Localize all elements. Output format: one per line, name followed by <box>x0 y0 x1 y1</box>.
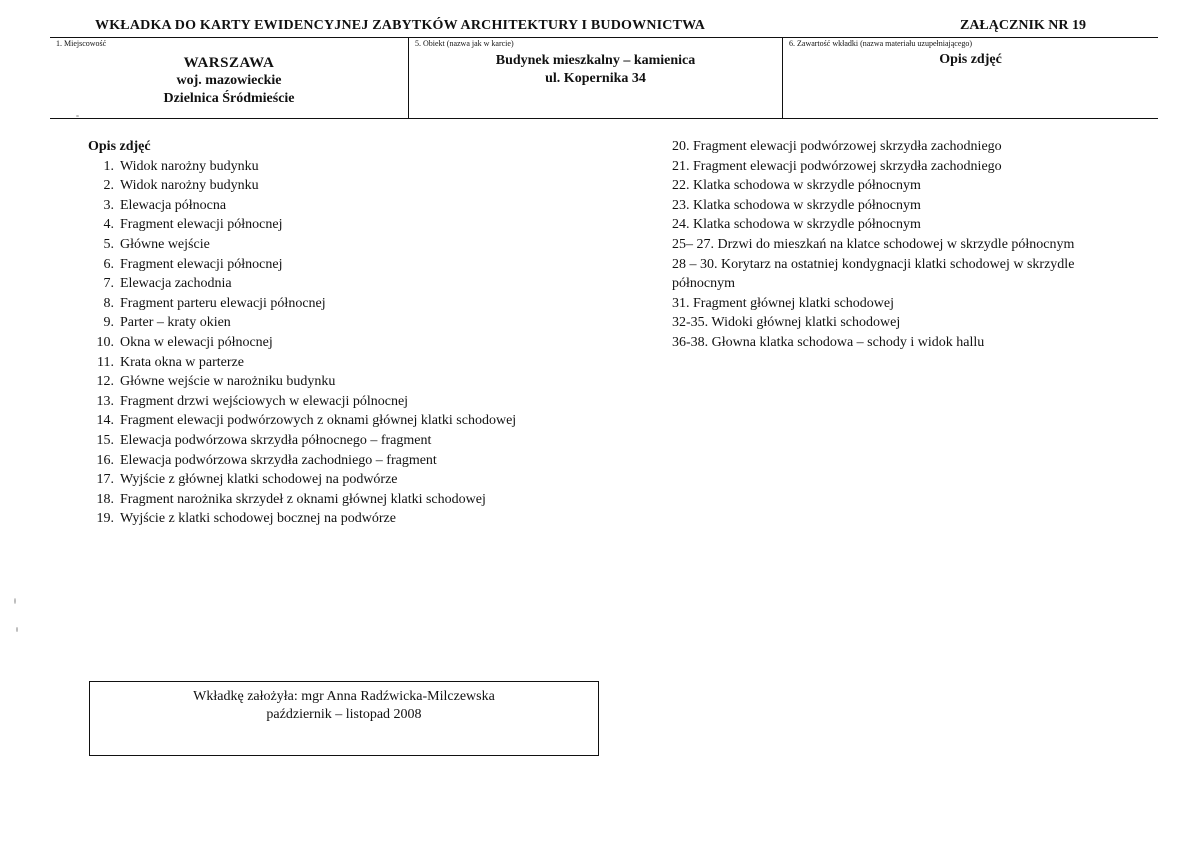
photo-list-left <box>88 137 568 529</box>
list-item <box>88 313 568 333</box>
item-text: Elewacja podwórzowa skrzydła północnego – fragment <box>120 432 432 448</box>
item-text: Elewacja podwórzowa skrzydła zachodniego – fragment <box>120 452 437 468</box>
item-number: 2. <box>103 178 114 194</box>
author-line: Wkładkę założyła: mgr Anna Radźwicka-Milczewska <box>193 689 495 704</box>
list-item <box>88 509 568 529</box>
list-item <box>88 470 568 490</box>
item-number: 5. <box>103 236 114 252</box>
list-item <box>88 255 568 275</box>
item-number: 4. <box>103 217 114 233</box>
list-item: 24. Klatka schodowa w skrzydle północnym <box>672 217 921 233</box>
item-number: 13. <box>96 393 114 409</box>
photo-list-right <box>672 137 1112 353</box>
item-number: 9. <box>103 315 114 331</box>
annex-number: ZAŁĄCZNIK NR 19 <box>959 18 1086 33</box>
list-item <box>88 196 568 216</box>
list-item <box>88 294 568 314</box>
document-title: WKŁADKA DO KARTY EWIDENCYJNEJ ZABYTKÓW ARCHITEKTURY I BUDOWNICTWA <box>95 18 706 33</box>
item-text: Elewacja północna <box>120 197 227 213</box>
item-number: 19. <box>96 511 114 527</box>
item-text: Fragment parteru elewacji północnej <box>120 295 326 311</box>
list-item <box>88 353 568 373</box>
location-value <box>50 54 408 108</box>
city-name: WARSZAWA <box>183 55 275 71</box>
item-number: 1. <box>103 158 114 174</box>
list-item <box>88 372 568 392</box>
item-text: Fragment elewacji podwórzowych z oknami głównej klatki schodowej <box>120 413 517 429</box>
item-text: Krata okna w parterze <box>120 354 244 370</box>
object-label: 5. Obiekt (nazwa jak w karcie) <box>415 39 514 48</box>
item-number: 18. <box>96 491 114 507</box>
content-cell <box>782 38 1158 118</box>
metadata-table <box>50 38 1158 119</box>
item-text: Okna w elewacji północnej <box>120 334 273 350</box>
item-number: 16. <box>96 452 114 468</box>
item-number: 17. <box>96 472 114 488</box>
item-number: 14. <box>96 413 114 429</box>
date-line: październik – listopad 2008 <box>266 707 422 722</box>
item-text: Główne wejście <box>120 236 210 252</box>
item-text: Parter – kraty okien <box>120 315 231 331</box>
item-text: Główne wejście w narożniku budynku <box>120 374 336 390</box>
item-text: Wyjście z klatki schodowej bocznej na podwórze <box>120 511 396 527</box>
section-title: Opis zdjęć <box>88 139 151 154</box>
list-item <box>88 392 568 412</box>
list-item: 31. Fragment głównej klatki schodowej <box>672 295 895 311</box>
district: Dzielnica Śródmieście <box>163 91 295 106</box>
list-item: 21. Fragment elewacji podwórzowej skrzydła zachodniego <box>672 158 1002 174</box>
item-number: 10. <box>96 334 114 350</box>
list-item: 32-35. Widoki głównej klatki schodowej <box>672 315 901 331</box>
item-number: 3. <box>103 197 114 213</box>
list-item <box>88 215 568 235</box>
right-list <box>672 137 1112 353</box>
author-box <box>89 681 599 756</box>
item-number: 12. <box>96 374 114 390</box>
list-item: 36-38. Głowna klatka schodowa – schody i widok hallu <box>672 334 985 350</box>
list-item: 20. Fragment elewacji podwórzowej skrzydła zachodniego <box>672 139 1002 154</box>
location-cell <box>50 38 408 118</box>
content-name: Opis zdjęć <box>939 52 1002 67</box>
list-item <box>88 411 568 431</box>
list-item: 22. Klatka schodowa w skrzydle północnym <box>672 178 921 194</box>
list-item: 23. Klatka schodowa w skrzydle północnym <box>672 197 921 213</box>
scan-speck <box>76 115 79 117</box>
object-name: Budynek mieszkalny – kamienica <box>495 53 696 68</box>
object-cell <box>408 38 782 118</box>
location-label: 1. Miejscowość <box>56 39 107 48</box>
item-text: Fragment narożnika skrzydeł z oknami głównej klatki schodowej <box>120 491 486 507</box>
item-text: Fragment elewacji północnej <box>120 217 283 233</box>
item-text: Wyjście z głównej klatki schodowej na podwórze <box>120 472 398 488</box>
item-text: Fragment drzwi wejściowych w elewacji pólnocnej <box>120 393 409 409</box>
object-address: ul. Kopernika 34 <box>545 71 646 86</box>
content-value <box>783 51 1158 69</box>
scan-speck <box>16 627 18 632</box>
list-item <box>88 157 568 177</box>
item-number: 8. <box>103 295 114 311</box>
item-number: 15. <box>96 432 114 448</box>
voivodeship: woj. mazowieckie <box>176 73 282 88</box>
list-item <box>88 176 568 196</box>
list-item <box>88 333 568 353</box>
item-number: 11. <box>97 354 114 370</box>
list-item <box>88 490 568 510</box>
list-item <box>88 451 568 471</box>
item-text: Widok narożny budynku <box>120 158 259 174</box>
list-item <box>88 431 568 451</box>
list-item <box>88 235 568 255</box>
object-value <box>409 52 782 88</box>
left-list <box>88 157 568 529</box>
item-number: 7. <box>103 276 114 292</box>
scan-speck <box>14 598 16 604</box>
item-number: 6. <box>103 256 114 272</box>
content-label: 6. Zawartość wkładki (nazwa materiału uzupełniającego) <box>789 39 973 48</box>
list-item <box>88 274 568 294</box>
item-text: Elewacja zachodnia <box>120 276 232 292</box>
item-text: Fragment elewacji północnej <box>120 256 283 272</box>
list-item: 25– 27. Drzwi do mieszkań na klatce schodowej w skrzydle północnym <box>672 236 1075 252</box>
item-text: Widok narożny budynku <box>120 178 259 194</box>
list-item: 28 – 30. Korytarz na ostatniej kondygnacji klatki schodowej w skrzydle północnym <box>672 256 1075 292</box>
